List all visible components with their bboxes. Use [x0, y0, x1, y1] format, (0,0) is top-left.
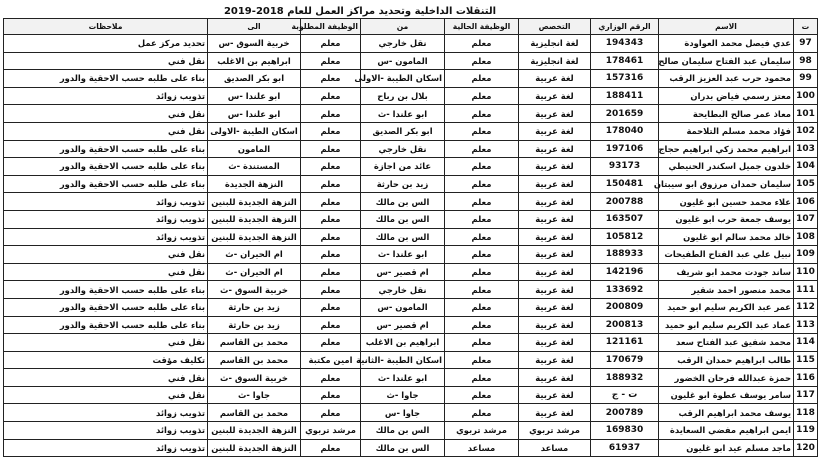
- row-notes: تذويب زوائد: [4, 228, 208, 246]
- row-current-job: معلم: [445, 228, 519, 246]
- row-specialization: لغة عربية: [519, 158, 591, 176]
- row-current-job: معلم: [445, 87, 519, 105]
- row-to: ابراهيم بن الاغلب: [208, 52, 301, 70]
- row-from: الس بن مالك: [361, 422, 445, 440]
- row-seq: 101: [794, 105, 818, 123]
- table-row: [4, 422, 818, 440]
- row-job-in-school: معلم: [301, 87, 361, 105]
- row-ministerial-number: 150481: [591, 175, 659, 193]
- row-notes: نقل فني: [4, 122, 208, 140]
- table-row: [4, 334, 818, 352]
- row-from: الس بن مالك: [361, 439, 445, 457]
- row-to: النزهة الجديدة للبنين: [208, 439, 301, 457]
- row-job-in-school: معلم: [301, 122, 361, 140]
- row-name: طالب ابراهيم حمدان الرقب: [659, 351, 794, 369]
- row-seq: 118: [794, 404, 818, 422]
- table-row: [4, 281, 818, 299]
- row-job-in-school: معلم: [301, 52, 361, 70]
- table-row: [4, 404, 818, 422]
- row-notes: نقل فني: [4, 334, 208, 352]
- row-notes: تذويب زوائد: [4, 404, 208, 422]
- row-current-job: مساعد: [445, 439, 519, 457]
- row-notes: نقل فني: [4, 52, 208, 70]
- row-job-in-school: معلم: [301, 263, 361, 281]
- row-to: النزهة الجديدة للبنين: [208, 210, 301, 228]
- row-seq: 104: [794, 158, 818, 176]
- row-job-in-school: معلم: [301, 404, 361, 422]
- row-job-in-school: معلم: [301, 193, 361, 211]
- table-body: [4, 35, 818, 457]
- row-ministerial-number: 200813: [591, 316, 659, 334]
- row-name: عماد عبد الكريم سليم ابو حميد: [659, 316, 794, 334]
- row-specialization: لغة عربية: [519, 140, 591, 158]
- row-name: معاذ عمر صالح البطايحة: [659, 105, 794, 123]
- transfers-table: [3, 18, 818, 457]
- row-from: جاوا -ث: [361, 386, 445, 404]
- row-specialization: لغة عربية: [519, 316, 591, 334]
- row-to: ام الحيران -ث: [208, 246, 301, 264]
- row-current-job: معلم: [445, 35, 519, 53]
- row-seq: 106: [794, 193, 818, 211]
- row-to: محمد بن القاسم: [208, 351, 301, 369]
- row-current-job: معلم: [445, 351, 519, 369]
- row-job-in-school: معلم: [301, 369, 361, 387]
- row-name: ابراهيم محمد زكي ابراهيم حجاج: [659, 140, 794, 158]
- row-ministerial-number: 105812: [591, 228, 659, 246]
- row-name: ماجد مسلم عيد ابو غليون: [659, 439, 794, 457]
- row-from: ابو علندا -ث: [361, 246, 445, 264]
- row-ministerial-number: 170679: [591, 351, 659, 369]
- row-from: اسكان الطيبة -الاولى: [361, 70, 445, 88]
- row-current-job: معلم: [445, 263, 519, 281]
- row-notes: نقل فني: [4, 263, 208, 281]
- row-specialization: لغة عربية: [519, 351, 591, 369]
- table-row: [4, 35, 818, 53]
- row-seq: 111: [794, 281, 818, 299]
- row-current-job: معلم: [445, 369, 519, 387]
- row-to: زيد بن حارثة: [208, 298, 301, 316]
- row-name: محمد شفيق عبد الفتاح سعد: [659, 334, 794, 352]
- row-from: بلال بن رباح: [361, 87, 445, 105]
- row-ministerial-number: 188932: [591, 369, 659, 387]
- row-specialization: مرشد تربوي: [519, 422, 591, 440]
- row-ministerial-number: ت - ج: [591, 386, 659, 404]
- table-row: [4, 140, 818, 158]
- table-row: [4, 122, 818, 140]
- row-seq: 116: [794, 369, 818, 387]
- row-seq: 99: [794, 70, 818, 88]
- row-ministerial-number: 188933: [591, 246, 659, 264]
- row-to: المستندة -ث: [208, 158, 301, 176]
- table-row: [4, 158, 818, 176]
- row-to: ابو بكر الصديق: [208, 70, 301, 88]
- row-current-job: معلم: [445, 70, 519, 88]
- row-from: زيد بن حارثة: [361, 175, 445, 193]
- row-name: عمر عبد الكريم سليم ابو حميد: [659, 298, 794, 316]
- row-from: المامون -س: [361, 52, 445, 70]
- row-to: زيد بن حارثة: [208, 316, 301, 334]
- row-notes: تذويب زوائد: [4, 422, 208, 440]
- row-specialization: لغة عربية: [519, 175, 591, 193]
- row-seq: 115: [794, 351, 818, 369]
- row-notes: نقل فني: [4, 105, 208, 123]
- row-to: اسكان الطيبة -الاولى: [208, 122, 301, 140]
- row-specialization: لغة عربية: [519, 281, 591, 299]
- row-ministerial-number: 121161: [591, 334, 659, 352]
- row-to: محمد بن القاسم: [208, 334, 301, 352]
- table-row: [4, 439, 818, 457]
- row-from: جاوا -س: [361, 404, 445, 422]
- row-current-job: معلم: [445, 386, 519, 404]
- row-from: اسكان الطيبة -الثانية: [361, 351, 445, 369]
- row-ministerial-number: 201659: [591, 105, 659, 123]
- row-specialization: لغة عربية: [519, 122, 591, 140]
- row-from: ابو بكر الصديق: [361, 122, 445, 140]
- row-seq: 109: [794, 246, 818, 264]
- row-from: ام قصير -س: [361, 263, 445, 281]
- row-to: المامون: [208, 140, 301, 158]
- table-row: [4, 351, 818, 369]
- row-to: النزهة الجديدة للبنين: [208, 193, 301, 211]
- row-from: المامون -س: [361, 298, 445, 316]
- table-row: [4, 193, 818, 211]
- row-to: ابو علندا -س: [208, 87, 301, 105]
- row-current-job: معلم: [445, 193, 519, 211]
- row-notes: بناء على طلبه حسب الاحقية والدور: [4, 281, 208, 299]
- row-ministerial-number: 178461: [591, 52, 659, 70]
- header-from: من: [361, 19, 445, 35]
- row-job-in-school: معلم: [301, 281, 361, 299]
- row-specialization: لغة عربية: [519, 246, 591, 264]
- row-specialization: لغة عربية: [519, 87, 591, 105]
- row-name: خالد محمد سالم ابو غليون: [659, 228, 794, 246]
- table-row: [4, 52, 818, 70]
- row-job-in-school: معلم: [301, 316, 361, 334]
- row-name: سليمان حمدان مرزوق ابو سيبتان: [659, 175, 794, 193]
- row-name: معتز رسمي فياض بدران: [659, 87, 794, 105]
- header-ministerial-number: الرقم الوزاري: [591, 19, 659, 35]
- row-from: نقل خارجي: [361, 140, 445, 158]
- row-from: نقل خارجي: [361, 281, 445, 299]
- row-job-in-school: معلم: [301, 439, 361, 457]
- row-specialization: لغة عربية: [519, 105, 591, 123]
- row-ministerial-number: 188411: [591, 87, 659, 105]
- row-job-in-school: معلم: [301, 175, 361, 193]
- header-job-in-school: الوظيفة المطلوبة: [301, 19, 361, 35]
- table-row: [4, 263, 818, 281]
- row-from: ابراهيم بن الاغلب: [361, 334, 445, 352]
- header-to: الى: [208, 19, 301, 35]
- row-notes: نقل فني: [4, 246, 208, 264]
- row-specialization: لغة انجليزية: [519, 52, 591, 70]
- table-row: [4, 228, 818, 246]
- row-to: جاوا -ث: [208, 386, 301, 404]
- row-to: النزهة الجديدة: [208, 175, 301, 193]
- row-seq: 105: [794, 175, 818, 193]
- row-current-job: معلم: [445, 105, 519, 123]
- row-seq: 113: [794, 316, 818, 334]
- row-notes: بناء على طلبه حسب الاحقية والدور: [4, 175, 208, 193]
- row-name: ايمن ابراهيم مفضي السعايدة: [659, 422, 794, 440]
- row-to: ابو علندا -س: [208, 105, 301, 123]
- table-row: [4, 246, 818, 264]
- row-name: يوسف جمعة حرب ابو غليون: [659, 210, 794, 228]
- row-current-job: معلم: [445, 246, 519, 264]
- row-job-in-school: معلم: [301, 140, 361, 158]
- page-title: التنقلات الداخلية وتحديد مراكز العمل للعام 2018-2019: [223, 6, 497, 17]
- row-current-job: معلم: [445, 122, 519, 140]
- row-seq: 117: [794, 386, 818, 404]
- row-specialization: لغة عربية: [519, 369, 591, 387]
- row-seq: 119: [794, 422, 818, 440]
- row-to: خربية السوق -س: [208, 35, 301, 53]
- row-ministerial-number: 142196: [591, 263, 659, 281]
- row-name: عدي فيصل محمد العواودة: [659, 35, 794, 53]
- header-notes: ملاحظات: [4, 19, 208, 35]
- row-notes: تذويب زوائد: [4, 87, 208, 105]
- row-ministerial-number: 178040: [591, 122, 659, 140]
- row-specialization: لغة عربية: [519, 228, 591, 246]
- row-name: علاء محمد حسين ابو غليون: [659, 193, 794, 211]
- table-row: [4, 210, 818, 228]
- row-specialization: لغة عربية: [519, 334, 591, 352]
- row-specialization: لغة عربية: [519, 193, 591, 211]
- row-notes: تذويب زوائد: [4, 193, 208, 211]
- row-specialization: مساعد: [519, 439, 591, 457]
- row-from: ابو علندا -ث: [361, 369, 445, 387]
- row-current-job: مرشد تربوي: [445, 422, 519, 440]
- row-specialization: لغة عربية: [519, 70, 591, 88]
- row-seq: 108: [794, 228, 818, 246]
- row-current-job: معلم: [445, 316, 519, 334]
- row-specialization: لغة عربية: [519, 404, 591, 422]
- row-ministerial-number: 197106: [591, 140, 659, 158]
- row-notes: تذويب زوائد: [4, 210, 208, 228]
- row-ministerial-number: 200789: [591, 404, 659, 422]
- row-job-in-school: معلم: [301, 70, 361, 88]
- row-name: محمد منصور احمد شقير: [659, 281, 794, 299]
- row-notes: تحديد مركز عمل: [4, 35, 208, 53]
- row-seq: 102: [794, 122, 818, 140]
- row-name: سامر يوسف عطوة ابو غليون: [659, 386, 794, 404]
- row-seq: 98: [794, 52, 818, 70]
- row-ministerial-number: 157316: [591, 70, 659, 88]
- row-job-in-school: معلم: [301, 386, 361, 404]
- row-job-in-school: معلم: [301, 210, 361, 228]
- row-specialization: لغة انجليزية: [519, 35, 591, 53]
- row-job-in-school: معلم: [301, 35, 361, 53]
- row-name: نبيل علي عبد الفتاح الطفيحات: [659, 246, 794, 264]
- row-seq: 114: [794, 334, 818, 352]
- row-job-in-school: معلم: [301, 158, 361, 176]
- row-ministerial-number: 133692: [591, 281, 659, 299]
- row-job-in-school: معلم: [301, 298, 361, 316]
- row-from: عائد من اجازة: [361, 158, 445, 176]
- row-ministerial-number: 169830: [591, 422, 659, 440]
- row-ministerial-number: 200809: [591, 298, 659, 316]
- row-to: النزهة الجديدة للبنين: [208, 422, 301, 440]
- row-notes: بناء على طلبه حسب الاحقية والدور: [4, 316, 208, 334]
- table-header-row: [4, 19, 818, 35]
- row-current-job: معلم: [445, 210, 519, 228]
- table-row: [4, 316, 818, 334]
- row-to: خربية السوق -ث: [208, 281, 301, 299]
- row-from: ابو علندا -ث: [361, 105, 445, 123]
- row-notes: تذويب زوائد: [4, 439, 208, 457]
- row-ministerial-number: 61937: [591, 439, 659, 457]
- row-notes: تكليف مؤقت: [4, 351, 208, 369]
- row-job-in-school: امين مكتبة: [301, 351, 361, 369]
- row-current-job: معلم: [445, 175, 519, 193]
- row-to: خربية السوق -ث: [208, 369, 301, 387]
- header-specialization: التخصص: [519, 19, 591, 35]
- row-from: الس بن مالك: [361, 210, 445, 228]
- row-ministerial-number: 163507: [591, 210, 659, 228]
- row-specialization: لغة عربية: [519, 386, 591, 404]
- row-notes: بناء على طلبه حسب الاحقية والدور: [4, 140, 208, 158]
- row-name: سليمان عبد الفتاح سليمان صالح: [659, 52, 794, 70]
- row-name: محمود حرب عبد العزيز الرقب: [659, 70, 794, 88]
- row-job-in-school: معلم: [301, 334, 361, 352]
- row-notes: بناء على طلبه حسب الاحقية والدور: [4, 298, 208, 316]
- row-from: نقل خارجي: [361, 35, 445, 53]
- table-row: [4, 87, 818, 105]
- row-name: حمزة عبدالله فرحان الخضور: [659, 369, 794, 387]
- table-row: [4, 105, 818, 123]
- row-seq: 120: [794, 439, 818, 457]
- row-name: يوسف محمد ابراهيم الرقب: [659, 404, 794, 422]
- row-job-in-school: معلم: [301, 105, 361, 123]
- row-job-in-school: مرشد تربوي: [301, 422, 361, 440]
- row-seq: 112: [794, 298, 818, 316]
- row-current-job: معلم: [445, 334, 519, 352]
- row-name: خلدون جميل اسكندر الحنيطي: [659, 158, 794, 176]
- row-seq: 100: [794, 87, 818, 105]
- table-row: [4, 369, 818, 387]
- row-seq: 107: [794, 210, 818, 228]
- row-seq: 97: [794, 35, 818, 53]
- table-row: [4, 386, 818, 404]
- row-current-job: معلم: [445, 404, 519, 422]
- row-current-job: معلم: [445, 140, 519, 158]
- row-from: الس بن مالك: [361, 193, 445, 211]
- row-seq: 110: [794, 263, 818, 281]
- header-seq: ت: [794, 19, 818, 35]
- header-current-job: الوظيفة الحالية: [445, 19, 519, 35]
- row-to: النزهة الجديدة للبنين: [208, 228, 301, 246]
- row-notes: بناء على طلبه حسب الاحقية والدور: [4, 70, 208, 88]
- table-row: [4, 70, 818, 88]
- header-name: الاسم: [659, 19, 794, 35]
- row-job-in-school: معلم: [301, 246, 361, 264]
- row-to: ام الحيران -ث: [208, 263, 301, 281]
- row-from: ام قصير -س: [361, 316, 445, 334]
- row-current-job: معلم: [445, 281, 519, 299]
- row-notes: نقل فني: [4, 386, 208, 404]
- row-current-job: معلم: [445, 158, 519, 176]
- row-to: محمد بن القاسم: [208, 404, 301, 422]
- row-from: الس بن مالك: [361, 228, 445, 246]
- row-notes: نقل فني: [4, 369, 208, 387]
- row-name: ساند جودت محمد ابو شريف: [659, 263, 794, 281]
- row-specialization: لغة عربية: [519, 263, 591, 281]
- table-row: [4, 175, 818, 193]
- row-job-in-school: معلم: [301, 228, 361, 246]
- row-ministerial-number: 194343: [591, 35, 659, 53]
- row-ministerial-number: 93173: [591, 158, 659, 176]
- row-specialization: لغة عربية: [519, 298, 591, 316]
- row-seq: 103: [794, 140, 818, 158]
- row-notes: بناء على طلبه حسب الاحقية والدور: [4, 158, 208, 176]
- row-name: فؤاد محمد مسلم التلاحمة: [659, 122, 794, 140]
- row-ministerial-number: 200788: [591, 193, 659, 211]
- row-current-job: معلم: [445, 298, 519, 316]
- table-row: [4, 298, 818, 316]
- row-specialization: لغة عربية: [519, 210, 591, 228]
- row-current-job: معلم: [445, 52, 519, 70]
